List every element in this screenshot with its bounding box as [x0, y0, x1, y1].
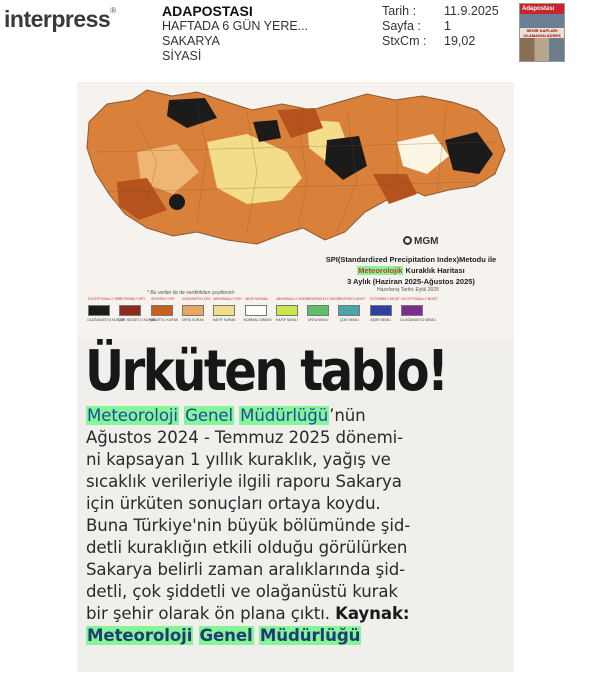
- legend-label-tr: ORTA NEMLİ: [307, 318, 329, 322]
- map-note: * Bu veriler ile de verdiriliden çeşitlenirir.: [147, 290, 236, 296]
- map-title-line1: SPI(Standardized Precipitation Index)Metodu ile: [325, 255, 497, 264]
- body-line: için ürküten sonuçları ortaya koydu.: [86, 494, 381, 513]
- legend-swatch: [151, 305, 173, 316]
- map-title-line2: [311, 265, 511, 276]
- legend-label-tr: ÇOK ŞİDDETLİ KURAK: [118, 318, 156, 322]
- thumbnail-masthead: Adapostası: [520, 4, 564, 14]
- legend-item: [337, 297, 366, 332]
- stxcm-label: StxCm :: [382, 34, 427, 48]
- publication-city: SAKARYA: [162, 34, 220, 48]
- stxcm-row: [382, 34, 499, 49]
- news-clipping: [77, 82, 514, 672]
- source-word: Müdürlüğü: [259, 626, 361, 645]
- legend-label-tr: OLAĞANÜSTÜ NEMLİ: [400, 318, 436, 322]
- body-line: detli kuraklığın etkili olduğu görülürken: [86, 538, 408, 557]
- legend-item: [149, 297, 179, 332]
- highlight-word: Genel: [185, 406, 233, 425]
- legend-label-tr: OLAĞANÜSTÜ KURAK: [87, 318, 125, 322]
- body-line: Buna Türkiye'nin büyük bölümünde şid-: [86, 516, 411, 535]
- legend-label-tr: NORMAL DİNEMİ: [243, 318, 272, 322]
- body-line: detli, çok şiddetli ve olağanüstü kurak: [86, 582, 398, 601]
- thumbnail-caption: SEHİR KAPLARI OLAMAYAN ADRES: [520, 28, 564, 38]
- legend-item: [87, 297, 125, 332]
- page-label: Sayfa :: [382, 19, 421, 33]
- highlight-word: Meteoroloji: [87, 406, 178, 425]
- legend-label-tr: HAFİF NEMLİ: [275, 318, 298, 322]
- legend-label-en: SEVERELY DRY: [150, 297, 175, 301]
- body-line: sıcaklık verileriyle ilgili raporu Sakarya: [86, 472, 402, 491]
- legend-item: [275, 297, 309, 332]
- legend-item: [181, 297, 211, 332]
- map-legend: [77, 297, 514, 340]
- date-row: [382, 4, 499, 19]
- headline: Ürküten tablo!: [85, 339, 447, 404]
- legend-swatch: [370, 305, 392, 316]
- body-line: ni kapsayan 1 yıllık kuraklık, yağış ve: [86, 450, 391, 469]
- legend-item: [306, 297, 340, 332]
- legend-label-en: EXCEPTIONALLY MOIST: [401, 297, 438, 301]
- legend-swatch: [401, 305, 423, 316]
- legend-label-tr: ORTA KURAK: [181, 318, 205, 322]
- body-line-last: [86, 603, 510, 625]
- publication-frequency: HAFTADA 6 GÜN YERE...: [162, 19, 309, 33]
- registered-mark: ®: [110, 6, 116, 15]
- clip-metadata: [382, 4, 499, 49]
- legend-label-en: EXTREMELY DRY: [119, 297, 146, 301]
- legend-swatch: [307, 305, 329, 316]
- legend-swatch: [119, 305, 141, 316]
- thumbnail-photos: [520, 38, 564, 62]
- legend-label-tr: ÇOK NEMLİ: [339, 318, 360, 322]
- legend-swatch: [276, 305, 298, 316]
- legend-label-tr: ŞİDDETLİ KURAK: [149, 318, 179, 322]
- legend-label-en: NEAR NORMAL: [244, 297, 268, 301]
- legend-swatch: [338, 305, 360, 316]
- date-label: Tarih :: [382, 4, 417, 18]
- body-line: Sakarya belirli zaman aralıklarında şid-: [86, 560, 406, 579]
- source-word: Genel: [199, 626, 253, 645]
- body-line-1: [86, 405, 510, 427]
- legend-label-tr: HAFİF KURAK: [212, 318, 236, 322]
- publication-name: ADAPOSTASI: [162, 3, 253, 19]
- interpress-logo: [4, 6, 116, 33]
- thumbnail-photo: [520, 14, 564, 28]
- legend-item: [400, 297, 438, 332]
- map-title-line3: 3 Aylık (Haziran 2025-Ağustos 2025): [347, 277, 475, 286]
- map-prepared-date: Hazırlanış Tarihi: Eylül 2025: [377, 287, 439, 293]
- map-title-line2-rest: Kuraklık Haritası: [403, 266, 465, 275]
- article-body: [86, 405, 510, 647]
- date-value: 11.9.2025: [444, 4, 499, 18]
- legend-item: [243, 297, 272, 332]
- legend-item: [369, 297, 400, 332]
- legend-label-tr: AŞIRI NEMLİ: [370, 318, 392, 322]
- legend-item: [118, 297, 156, 332]
- mgm-text: MGM: [414, 236, 439, 247]
- map-title-highlight: Meteorolojik: [358, 266, 403, 275]
- legend-label-en: EXTREMELY MOIST: [369, 297, 400, 301]
- legend-swatch: [182, 305, 204, 316]
- highlight-word: Müdürlüğü: [240, 406, 329, 425]
- body-line-1-rest: ’nün: [329, 406, 366, 425]
- stxcm-value: 19,02: [444, 34, 476, 48]
- legend-swatch: [245, 305, 267, 316]
- legend-item: [212, 297, 243, 332]
- legend-label-en: SEVERELY MOIST: [338, 297, 366, 301]
- legend-swatch: [213, 305, 235, 316]
- legend-label-en: EXCEPTIONALLY DRY: [88, 297, 122, 301]
- source-word: Meteoroloji: [87, 626, 193, 645]
- publication-category: SİYASİ: [162, 49, 202, 63]
- publication-info: [162, 4, 308, 64]
- legend-swatch: [88, 305, 110, 316]
- body-line: Ağustos 2024 - Temmuz 2025 dönemi-: [86, 428, 404, 447]
- legend-label-en: MODERATELY MOIST: [307, 297, 340, 301]
- page-value: 1: [444, 19, 451, 33]
- page-row: [382, 19, 499, 34]
- legend-label-en: ABNORMALLY MOIST: [275, 297, 309, 301]
- body-last-text: bir şehir olarak ön plana çıktı.: [86, 604, 330, 623]
- source-label: Kaynak:: [335, 604, 410, 623]
- legend-label-en: MODERATELY DRY: [182, 297, 211, 301]
- map-title: [311, 254, 511, 287]
- drought-map: [77, 82, 514, 297]
- mgm-logo: [403, 236, 438, 247]
- legend-label-en: ABNORMALLY DRY: [213, 297, 243, 301]
- exceptionally-dry-spot: [169, 194, 185, 210]
- logo-text: interpress: [4, 6, 111, 32]
- mgm-emblem-icon: [403, 236, 412, 245]
- newspaper-thumbnail[interactable]: [519, 3, 565, 62]
- source-line: [86, 625, 510, 647]
